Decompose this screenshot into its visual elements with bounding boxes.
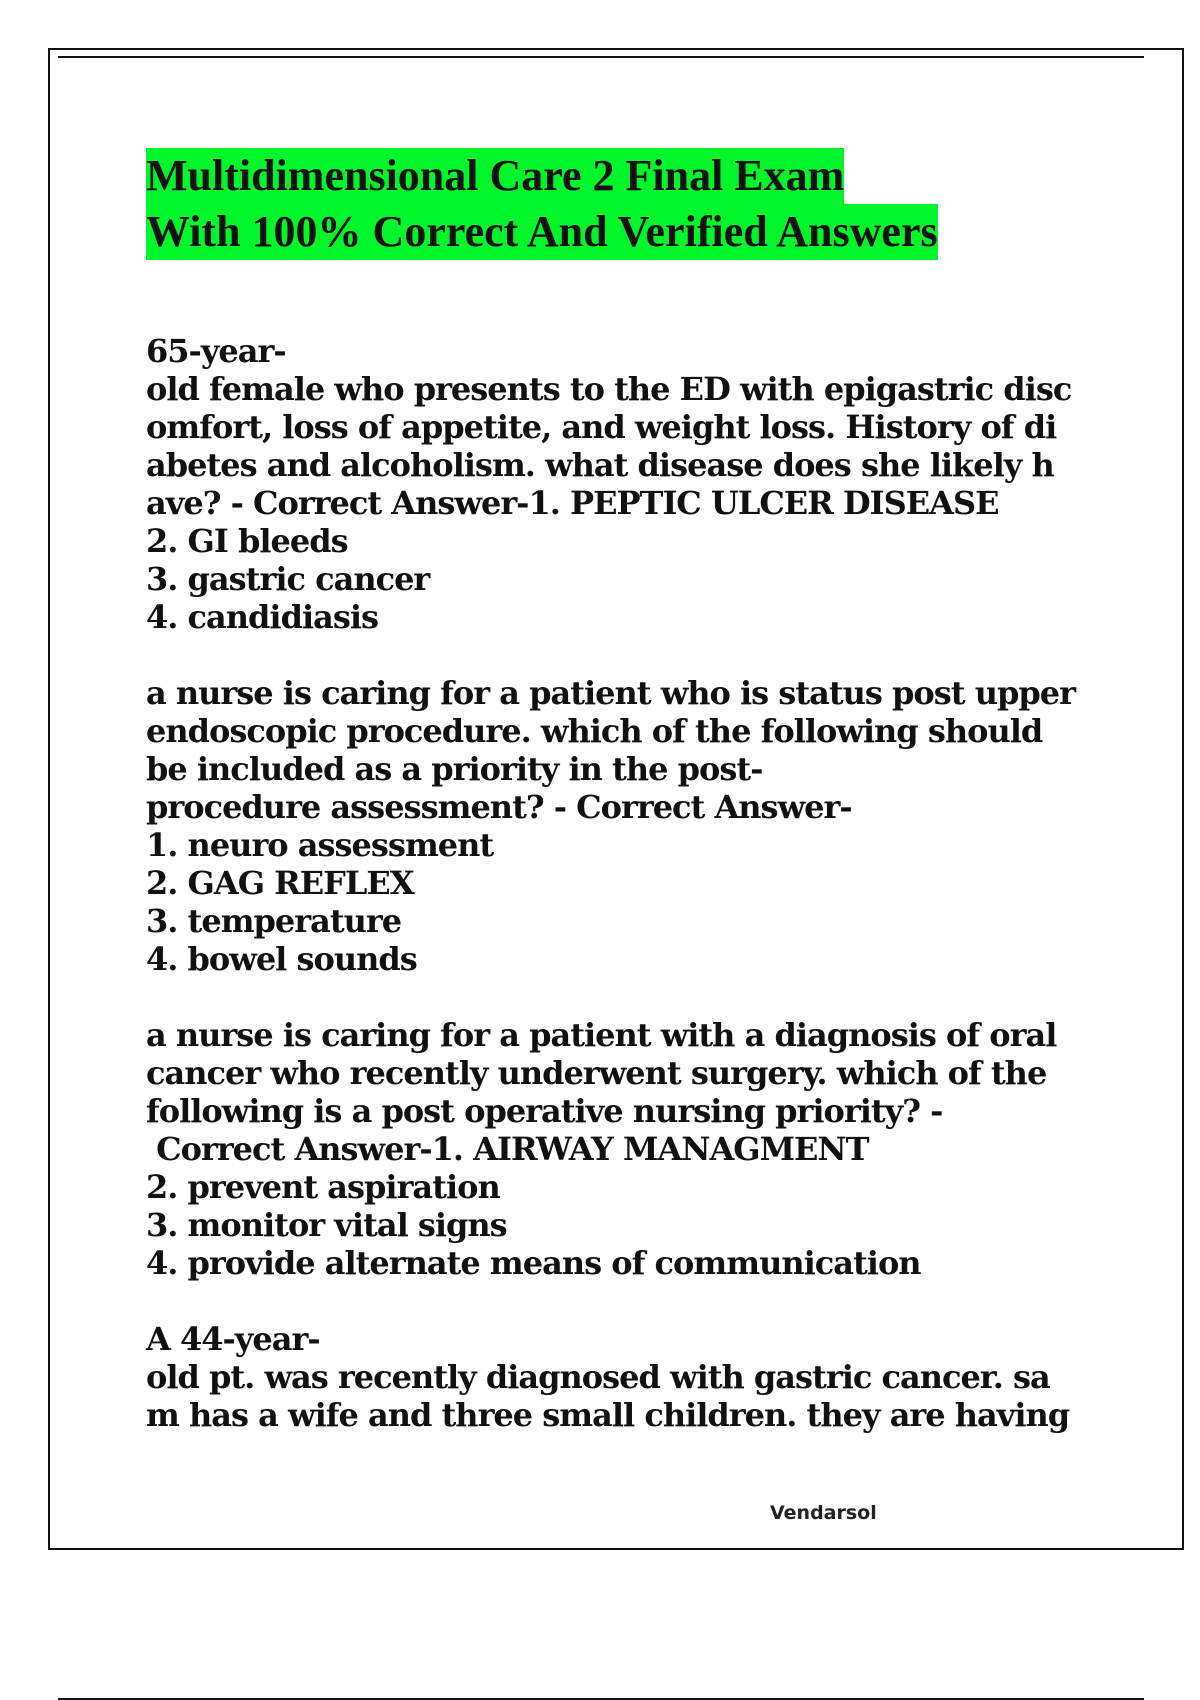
answer-option: 2. GI bleeds	[146, 522, 348, 560]
question-line: 65-year-	[146, 332, 286, 370]
question-line: m has a wife and three small children. they are having	[146, 1396, 1070, 1434]
answer-option: 3. temperature	[146, 902, 402, 940]
question-line: following is a post operative nursing priority? -	[146, 1092, 943, 1130]
answer-option: 4. provide alternate means of communication	[146, 1244, 921, 1282]
question-line: cancer who recently underwent surgery. which of the	[146, 1054, 1047, 1092]
question-list	[146, 332, 1106, 1472]
answer-option: 2. GAG REFLEX	[146, 864, 414, 902]
question-line: a nurse is caring for a patient who is status post upper	[146, 674, 1075, 712]
question-line: a nurse is caring for a patient with a diagnosis of oral	[146, 1016, 1057, 1054]
answer-option: 4. bowel sounds	[146, 940, 417, 978]
question-line: old pt. was recently diagnosed with gastric cancer. sa	[146, 1358, 1050, 1396]
question-line: omfort, loss of appetite, and weight loss. History of di	[146, 408, 1057, 446]
answer-option: 4. candidiasis	[146, 598, 379, 636]
answer-option: 3. monitor vital signs	[146, 1206, 507, 1244]
question-block-1	[146, 332, 1106, 636]
question-line: procedure assessment? - Correct Answer-	[146, 788, 852, 826]
question-block-4	[146, 1320, 1106, 1434]
top-rule-divider	[58, 56, 1144, 58]
question-line: abetes and alcoholism. what disease does she likely h	[146, 446, 1054, 484]
question-line: A 44-year-	[146, 1320, 320, 1358]
title-line-2: With 100% Correct And Verified Answers	[146, 204, 938, 260]
answer-option: 2. prevent aspiration	[146, 1168, 500, 1206]
question-line: old female who presents to the ED with epigastric disc	[146, 370, 1072, 408]
question-block-2	[146, 674, 1106, 978]
question-line: be included as a priority in the post-	[146, 750, 763, 788]
answer-option: 1. neuro assessment	[146, 826, 494, 864]
document-title	[146, 148, 1106, 260]
footer-brand: Vendarsol	[770, 1502, 877, 1524]
title-line-1: Multidimensional Care 2 Final Exam	[146, 148, 844, 204]
question-line: Correct Answer-1. AIRWAY MANAGMENT	[146, 1130, 869, 1168]
question-block-3	[146, 1016, 1106, 1282]
answer-option: 3. gastric cancer	[146, 560, 430, 598]
question-line: ave? - Correct Answer-1. PEPTIC ULCER DISEASE	[146, 484, 999, 522]
question-line: endoscopic procedure. which of the following should	[146, 712, 1043, 750]
